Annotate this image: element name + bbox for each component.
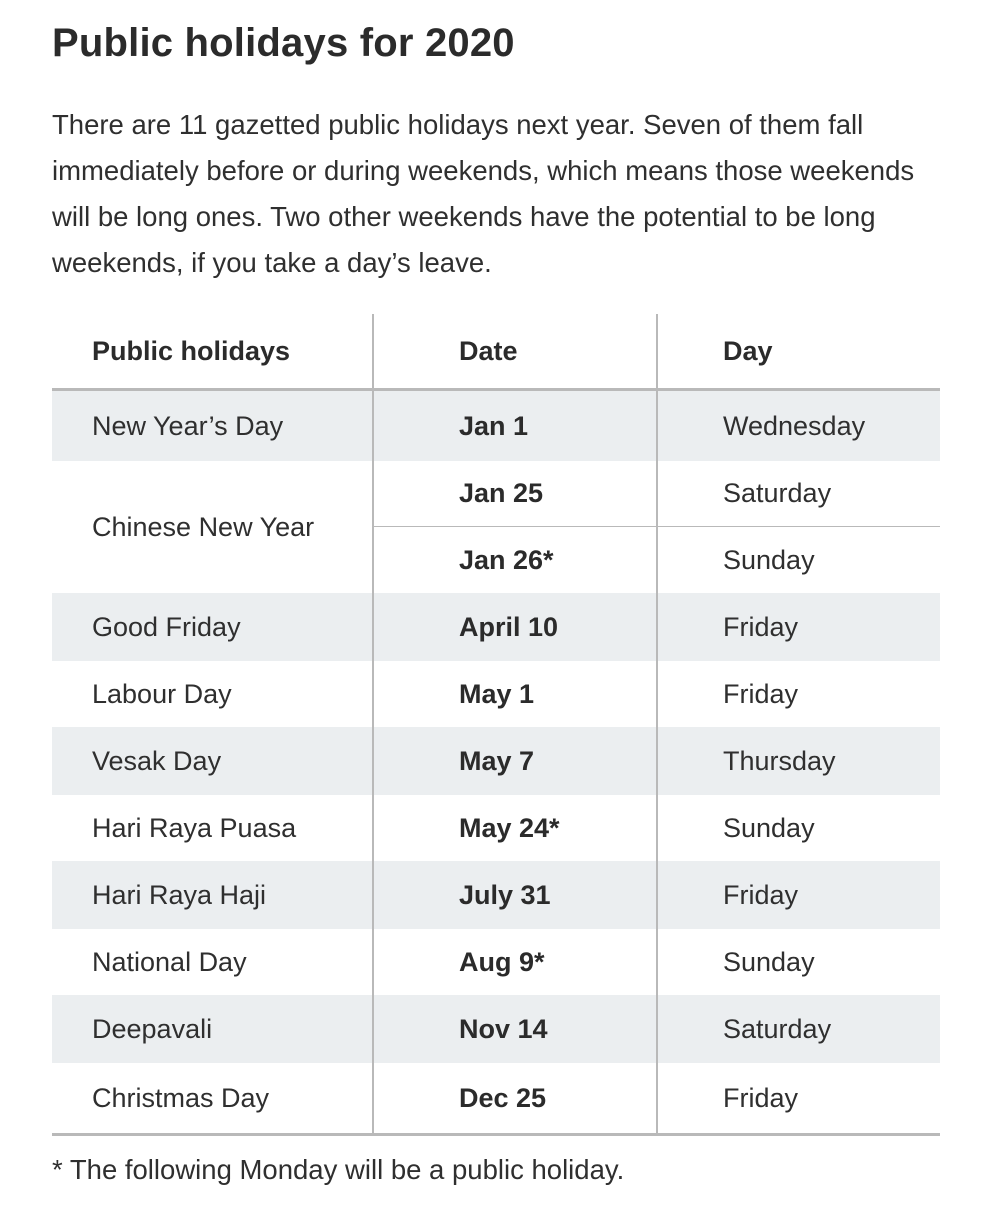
table-row	[52, 390, 940, 462]
holiday-name: Hari Raya Puasa	[52, 795, 373, 861]
holiday-name: Chinese New Year	[52, 461, 373, 593]
holiday-name: Labour Day	[52, 661, 373, 727]
holiday-date: Jan 25	[373, 461, 657, 527]
column-header-holiday: Public holidays	[52, 314, 373, 390]
holiday-weekday: Wednesday	[657, 390, 940, 462]
holiday-name: Deepavali	[52, 995, 373, 1063]
holiday-weekday: Sunday	[723, 544, 815, 575]
holiday-weekday: Sunday	[723, 946, 815, 977]
holiday-weekday: Friday	[723, 678, 799, 709]
page-title: Public holidays for 2020	[52, 21, 515, 65]
holiday-name: Vesak Day	[52, 727, 373, 795]
article-panel	[52, 18, 940, 1185]
holiday-date: April 10	[373, 593, 657, 661]
holiday-name: Christmas Day	[52, 1063, 373, 1135]
holiday-name: National Day	[52, 929, 373, 995]
holiday-date: May 7	[373, 727, 657, 795]
holiday-weekday: Friday	[657, 861, 940, 929]
holiday-weekday: Sunday	[723, 812, 815, 843]
holiday-weekday: Friday	[657, 593, 940, 661]
intro-paragraph: There are 11 gazetted public holidays next year. Seven of them fall immediately before or during weekends, which means those weekends will be long ones. Two other weekends have the potential to be long weekends, if you take a day’s leave.	[52, 109, 915, 278]
holiday-name: Good Friday	[52, 593, 373, 661]
holiday-weekday: Saturday	[657, 995, 940, 1063]
table-row	[52, 661, 940, 727]
table-row	[52, 727, 940, 795]
table-row	[52, 795, 940, 861]
column-header-day: Day	[657, 314, 940, 390]
holiday-date: May 1	[373, 661, 657, 727]
footnote: * The following Monday will be a public holiday.	[52, 1154, 625, 1185]
table-row	[52, 995, 940, 1063]
holiday-weekday: Saturday	[657, 461, 940, 527]
holidays-table	[52, 314, 940, 1136]
holiday-date: July 31	[373, 861, 657, 929]
table-row	[52, 593, 940, 661]
holiday-name: New Year’s Day	[52, 390, 373, 462]
column-header-date: Date	[373, 314, 657, 390]
holiday-date: Jan 1	[373, 390, 657, 462]
holiday-date: May 24*	[373, 795, 657, 861]
table-header-row	[52, 314, 940, 390]
holiday-weekday: Friday	[657, 1063, 940, 1135]
holiday-date: Aug 9*	[373, 929, 657, 995]
holiday-weekday: Thursday	[657, 727, 940, 795]
holiday-date: Dec 25	[373, 1063, 657, 1135]
holiday-date: Nov 14	[373, 995, 657, 1063]
holiday-name: Hari Raya Haji	[52, 861, 373, 929]
table-row	[52, 861, 940, 929]
table-row	[52, 461, 940, 527]
table-row	[52, 1063, 940, 1135]
table-row	[52, 929, 940, 995]
holiday-date: Jan 26*	[373, 527, 657, 594]
